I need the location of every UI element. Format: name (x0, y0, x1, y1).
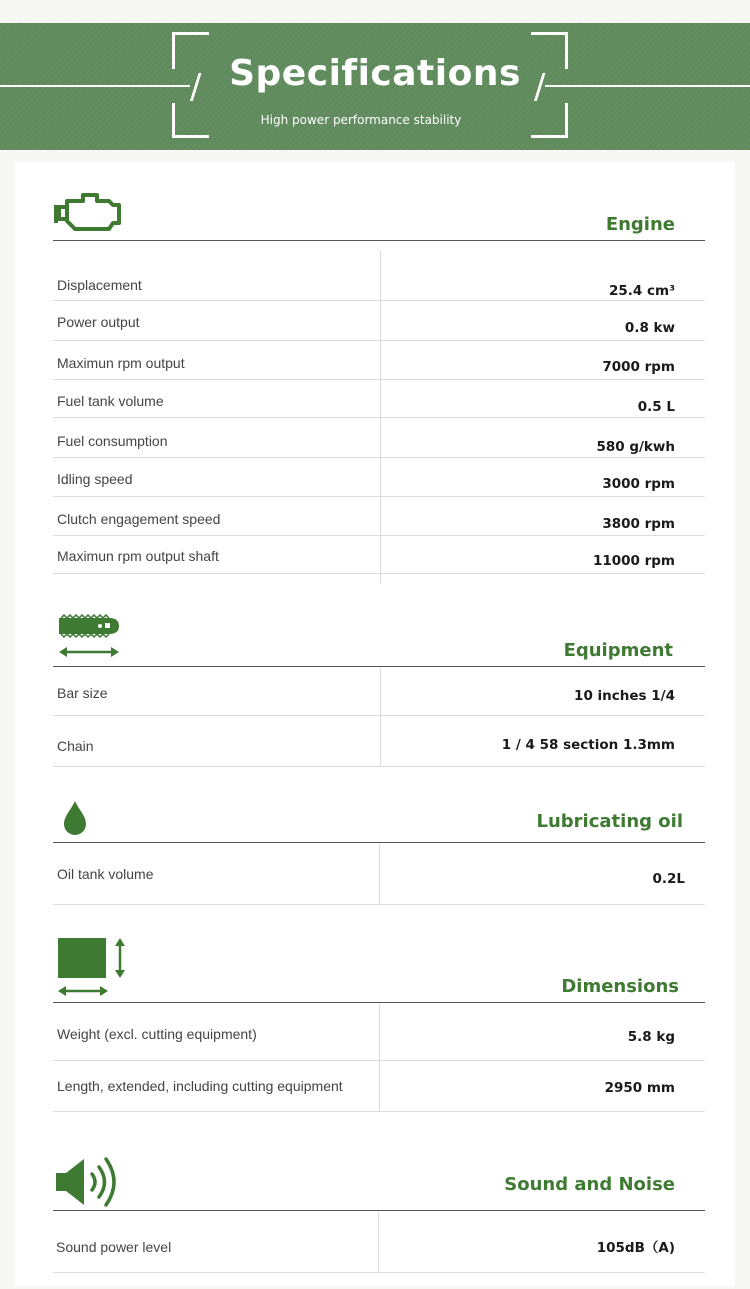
spec-label: Oil tank volume (57, 866, 154, 882)
spec-label: Weight (excl. cutting equipment) (57, 1026, 257, 1042)
spec-label: Clutch engagement speed (57, 511, 221, 527)
spec-value: 11000 rpm (592, 553, 675, 569)
spec-value: 105dB（A) (596, 1240, 675, 1256)
spec-row-max-rpm-shaft (53, 536, 705, 574)
spec-label: Fuel consumption (57, 433, 168, 449)
spec-card (15, 162, 735, 1286)
spec-value: 0.2L (652, 871, 685, 887)
spec-value: 10 inches 1/4 (574, 688, 675, 704)
spec-label: Sound power level (56, 1239, 172, 1255)
spec-row-length (53, 1061, 705, 1112)
spec-value: 580 g/kwh (596, 439, 675, 455)
engine-icon (53, 189, 125, 235)
spec-value: 3800 rpm (602, 516, 675, 532)
spec-row-bar-size (53, 667, 705, 716)
section-title: Sound and Noise (504, 1174, 675, 1195)
spec-label: Bar size (57, 685, 108, 701)
spec-value: 1 / 4 58 section 1.3mm (501, 737, 675, 753)
section-rule (53, 240, 705, 241)
speaker-icon (54, 1153, 124, 1211)
spec-row-fuel-tank (53, 380, 705, 418)
oil-drop-icon (62, 800, 88, 836)
banner-left-slash: / (190, 67, 202, 107)
spec-row-weight (53, 1003, 705, 1061)
spec-row-oil-tank (53, 843, 705, 905)
chainsaw-bar-icon (55, 614, 123, 660)
page-subtitle: High power performance stability (260, 113, 462, 127)
spec-row-fuel-consumption (53, 418, 705, 458)
spec-row-displacement (53, 260, 705, 301)
spec-value: 3000 rpm (602, 476, 675, 492)
spec-value: 7000 rpm (602, 359, 675, 375)
spec-label: Length, extended, including cutting equipment (57, 1078, 343, 1094)
spec-row-max-rpm (53, 341, 705, 380)
spec-row-power-output (53, 301, 705, 341)
spec-label: Maximun rpm output shaft (57, 548, 219, 564)
page-title: Specifications (229, 53, 521, 94)
section-title: Engine (605, 214, 675, 235)
dimensions-icon (55, 935, 129, 999)
spec-value: 0.8 kw (624, 320, 675, 336)
spec-label: Power output (57, 314, 140, 330)
header-banner (0, 23, 750, 150)
spec-row-chain (53, 716, 705, 767)
spec-row-clutch-speed (53, 497, 705, 536)
spec-value: 0.5 L (637, 399, 675, 415)
spec-value: 25.4 cm³ (609, 283, 675, 299)
spec-value: 5.8 kg (627, 1029, 675, 1045)
spec-label: Fuel tank volume (57, 393, 164, 409)
section-title: Equipment (563, 640, 673, 661)
section-title: Lubricating oil (536, 811, 683, 832)
spec-label: Idling speed (57, 471, 133, 487)
section-title: Dimensions (561, 976, 679, 997)
spec-label: Chain (57, 738, 94, 754)
spec-value: 2950 mm (604, 1080, 675, 1096)
spec-label: Displacement (57, 277, 142, 293)
spec-row-sound-power (53, 1211, 705, 1273)
spec-label: Maximun rpm output (57, 355, 185, 371)
banner-right-slash: / (534, 67, 546, 107)
spec-row-idling-speed (53, 458, 705, 497)
